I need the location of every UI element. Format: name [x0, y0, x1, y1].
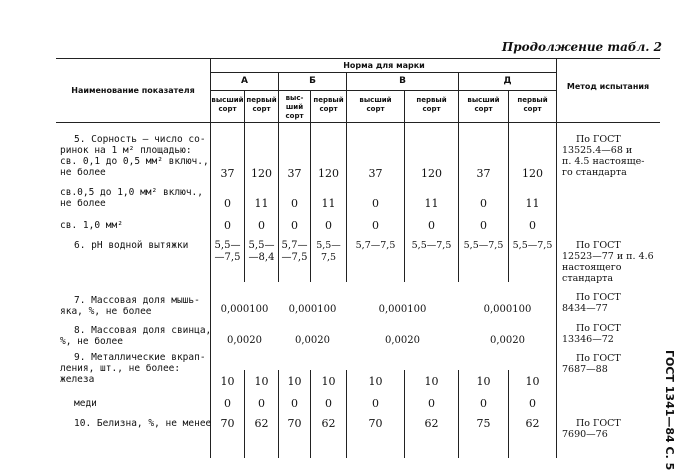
- grade-v-header: В: [399, 76, 406, 86]
- table-cell: 5,5—7,5: [463, 240, 504, 251]
- table-cell: 0: [480, 397, 487, 410]
- table-cell: 10: [220, 375, 235, 388]
- table-cell: 120: [318, 167, 339, 180]
- indicator-header: Наименование показателя: [71, 86, 195, 95]
- table-cell: 0: [480, 219, 487, 232]
- table-cell: 5,5— —7,5: [214, 240, 241, 263]
- row-7-label: 7. Массовая доля мышь- яка, %, не более: [60, 295, 200, 317]
- method-cell: По ГОСТ 7690—76: [562, 418, 621, 440]
- table-cell: 62: [424, 417, 439, 430]
- table-cell: 62: [321, 417, 336, 430]
- table-cell: 120: [421, 167, 442, 180]
- table-cell: 10: [254, 375, 269, 388]
- table-cell: 0: [224, 397, 231, 410]
- table-cell: 70: [287, 417, 302, 430]
- table-top-border: [56, 58, 660, 59]
- table-cell: 0: [428, 219, 435, 232]
- table-cell: 0,000100: [288, 304, 337, 315]
- table-cell: 10: [424, 375, 439, 388]
- table-cell: 0: [325, 219, 332, 232]
- table-cell: 0: [291, 397, 298, 410]
- table-cell: 0: [224, 197, 231, 210]
- grade-header-rule: [210, 90, 556, 91]
- table-cell: 37: [287, 167, 302, 180]
- method-cell: По ГОСТ 8434—77: [562, 292, 621, 314]
- table-cell: 0: [291, 219, 298, 232]
- row-6-label: 6. pH водной вытяжки: [74, 240, 189, 251]
- table-cell: 5,5—7,5: [512, 240, 553, 251]
- table-cell: 0,0020: [227, 335, 262, 346]
- sort-header: высший сорт: [467, 96, 500, 113]
- sort-header: первый сорт: [416, 96, 447, 113]
- row-9b-label: меди: [74, 398, 97, 409]
- table-cell: 120: [522, 167, 543, 180]
- grade-d-header: Д: [503, 76, 512, 86]
- row-10-label: 10. Белизна, %, не менее: [74, 418, 212, 429]
- table-cell: 0,0020: [385, 335, 420, 346]
- table-cell: 0,000100: [483, 304, 532, 315]
- table-cell: 70: [368, 417, 383, 430]
- table-cell: 0: [529, 397, 536, 410]
- row-8-label: 8. Массовая доля свинца, %, не более: [60, 325, 212, 347]
- table-cell: 10: [368, 375, 383, 388]
- column-divider: [404, 90, 405, 282]
- sort-header: первый сорт: [517, 96, 548, 113]
- table-cell: 5,5— —8,4: [248, 240, 275, 263]
- table-cell: 0,000100: [378, 304, 427, 315]
- table-cell: 0: [529, 219, 536, 232]
- sort-header: первый сорт: [246, 96, 277, 113]
- table-cell: 70: [220, 417, 235, 430]
- table-cell: 10: [476, 375, 491, 388]
- method-header: Метод испытания: [566, 82, 650, 91]
- table-cell: 37: [476, 167, 491, 180]
- grade-b-header: Б: [309, 76, 316, 86]
- column-divider: [556, 58, 557, 458]
- sort-header: высший сорт: [359, 96, 392, 113]
- method-cell: По ГОСТ 7687—88: [562, 353, 621, 375]
- table-cell: 5,7—7,5: [355, 240, 396, 251]
- table-cell: 0,0020: [295, 335, 330, 346]
- table-cell: 10: [321, 375, 336, 388]
- table-cell: 62: [525, 417, 540, 430]
- table-cell: 0: [372, 197, 379, 210]
- method-cell: По ГОСТ 12523—77 и п. 4.6 настоящего стандарта: [562, 240, 654, 284]
- table-cell: 11: [254, 197, 269, 210]
- sort-header: первый сорт: [313, 96, 344, 113]
- table-cell: 5,5—7,5: [316, 240, 341, 263]
- table-cell: 0: [291, 197, 298, 210]
- table-cell: 0: [325, 397, 332, 410]
- table-cell: 5,7— —7,5: [281, 240, 308, 263]
- table-continuation-note: Продолжение табл. 2: [501, 40, 662, 54]
- method-cell: По ГОСТ 13525.4—68 и п. 4.5 настояще- го стандарта: [562, 134, 645, 178]
- table-cell: 5,5—7,5: [411, 240, 452, 251]
- table-cell: 0: [258, 219, 265, 232]
- table-cell: 0: [224, 219, 231, 232]
- table-cell: 0: [428, 397, 435, 410]
- table-cell: 120: [251, 167, 272, 180]
- sort-header: высший сорт: [211, 96, 244, 113]
- table-cell: 0: [372, 397, 379, 410]
- row-5-label: 5. Сорность — число со- ринок на 1 м² площадью: св. 0,1 до 0,5 мм² включ., не более: [60, 134, 209, 178]
- method-cell: По ГОСТ 13346—72: [562, 323, 621, 345]
- row-5b-label: св.0,5 до 1,0 мм² включ., не более: [60, 187, 203, 209]
- table-cell: 37: [220, 167, 235, 180]
- table-cell: 0: [480, 197, 487, 210]
- row-9-label: 9. Металлические вкрап- ления, шт., не более: железа: [60, 352, 206, 385]
- table-cell: 75: [476, 417, 491, 430]
- table-cell: 11: [525, 197, 540, 210]
- norm-header-rule: [210, 72, 556, 73]
- table-cell: 10: [287, 375, 302, 388]
- table-cell: 11: [424, 197, 439, 210]
- row-5c-label: св. 1,0 мм²: [60, 220, 123, 231]
- table-cell: 0: [258, 397, 265, 410]
- header-bottom-border: [56, 122, 660, 123]
- table-cell: 0,0020: [490, 335, 525, 346]
- table-cell: 10: [525, 375, 540, 388]
- table-cell: 11: [321, 197, 336, 210]
- page-side-label: ГОСТ 1341—84 С. 5: [663, 350, 676, 470]
- table-cell: 0,000100: [220, 304, 269, 315]
- grade-a-header: А: [241, 76, 248, 86]
- table-cell: 37: [368, 167, 383, 180]
- sort-header: выс- ший сорт: [285, 94, 304, 120]
- norm-header: Норма для марки: [343, 61, 425, 70]
- table-cell: 62: [254, 417, 269, 430]
- table-cell: 0: [372, 219, 379, 232]
- column-divider: [508, 90, 509, 282]
